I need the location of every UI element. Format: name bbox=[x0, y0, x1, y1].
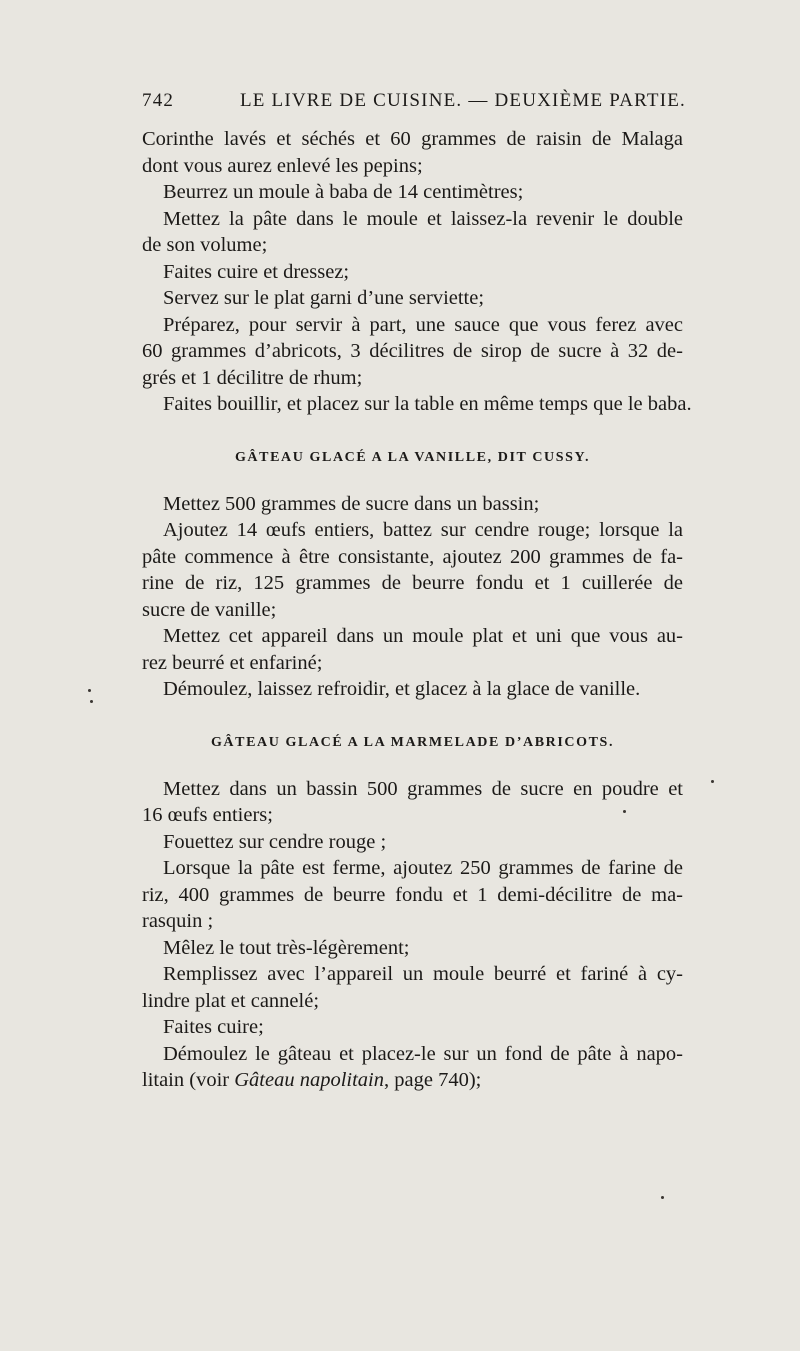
text-line: riz, 400 grammes de beurre fondu et 1 demi-décilitre de ma- bbox=[142, 883, 683, 906]
text-line: rasquin ; bbox=[142, 910, 214, 932]
text-line: sucre de vanille; bbox=[142, 598, 277, 621]
text-line: de son volume; bbox=[142, 234, 268, 256]
text-line: lindre plat et cannelé; bbox=[142, 989, 320, 1012]
text-fragment: litain (voir bbox=[142, 1069, 235, 1091]
text-line: Beurrez un moule à baba de 14 centimètres; bbox=[163, 181, 524, 203]
text-line: Faites bouillir, et placez sur la table en même temps que le baba. bbox=[163, 393, 692, 415]
text-line: Servez sur le plat garni d’une serviette; bbox=[163, 287, 485, 309]
spacer bbox=[142, 418, 683, 446]
print-speck-mark bbox=[623, 810, 626, 813]
text-line: grés et 1 décilitre de rhum; bbox=[142, 366, 363, 389]
text-line: pâte commence à être consistante, ajoutez 200 grammes de fa- bbox=[142, 545, 683, 568]
text-line: rez beurré et enfariné; bbox=[142, 651, 323, 674]
text-line: rine de riz, 125 grammes de beurre fondu et 1 cuillerée de bbox=[142, 572, 683, 594]
recipe-apricot-cake bbox=[142, 776, 683, 1094]
text-line: 16 œufs entiers; bbox=[142, 804, 273, 826]
print-speck-mark bbox=[90, 700, 93, 703]
print-speck-mark bbox=[711, 780, 714, 783]
text-line: dont vous aurez enlevé les pepins; bbox=[142, 154, 423, 177]
text-line: Fouettez sur cendre rouge ; bbox=[163, 830, 387, 853]
text-line: Faites cuire et dressez; bbox=[163, 260, 350, 283]
text-line: Préparez, pour servir à part, une sauce que vous ferez avec bbox=[163, 313, 683, 336]
text-line: Mettez 500 grammes de sucre dans un bassin; bbox=[163, 492, 540, 515]
text-line bbox=[142, 1067, 683, 1094]
page-body bbox=[142, 126, 692, 1094]
text-line: Corinthe lavés et séchés et 60 grammes de raisin de Malaga bbox=[142, 128, 683, 150]
intro-recipe-continuation bbox=[142, 126, 692, 418]
text-line: Ajoutez 14 œufs entiers, battez sur cendre rouge; lorsque la bbox=[163, 519, 683, 541]
text-line: Lorsque la pâte est ferme, ajoutez 250 grammes de farine de bbox=[163, 857, 683, 879]
text-line: Mettez dans un bassin 500 grammes de sucre en poudre et bbox=[163, 777, 683, 800]
text-line: Mettez cet appareil dans un moule plat et uni que vous au- bbox=[163, 625, 683, 647]
page-number: 742 bbox=[142, 90, 175, 111]
cross-reference-title: Gâteau napolitain bbox=[234, 1069, 384, 1091]
section-title-vanilla-cake: GÂTEAU GLACÉ A LA VANILLE, DIT CUSSY. bbox=[234, 449, 591, 465]
text-line: Mêlez le tout très-légèrement; bbox=[163, 936, 410, 959]
text-fragment: , page 740); bbox=[384, 1069, 482, 1091]
recipe-vanilla-cake bbox=[142, 491, 683, 703]
text-line: Remplissez avec l’appareil un moule beurré et fariné à cy- bbox=[163, 963, 683, 985]
section-title-apricot-cake: GÂTEAU GLACÉ A LA MARMELADE D’ABRICOTS. bbox=[210, 734, 615, 750]
text-line: Faites cuire; bbox=[163, 1016, 264, 1038]
text-line: Mettez la pâte dans le moule et laissez-la revenir le double bbox=[163, 207, 683, 230]
spacer bbox=[142, 703, 683, 731]
spacer bbox=[142, 470, 683, 491]
text-line: Démoulez, laissez refroidir, et glacez à la glace de vanille. bbox=[163, 678, 641, 700]
print-speck-mark bbox=[88, 689, 91, 692]
running-header bbox=[142, 90, 686, 112]
spacer bbox=[142, 755, 683, 776]
print-speck-mark bbox=[661, 1196, 664, 1199]
text-line: Démoulez le gâteau et placez-le sur un fond de pâte à napo- bbox=[163, 1042, 683, 1065]
text-line: 60 grammes d’abricots, 3 décilitres de sirop de sucre à 32 de- bbox=[142, 340, 683, 362]
running-title: LE LIVRE DE CUISINE. — DEUXIÈME PARTIE. bbox=[239, 90, 686, 111]
